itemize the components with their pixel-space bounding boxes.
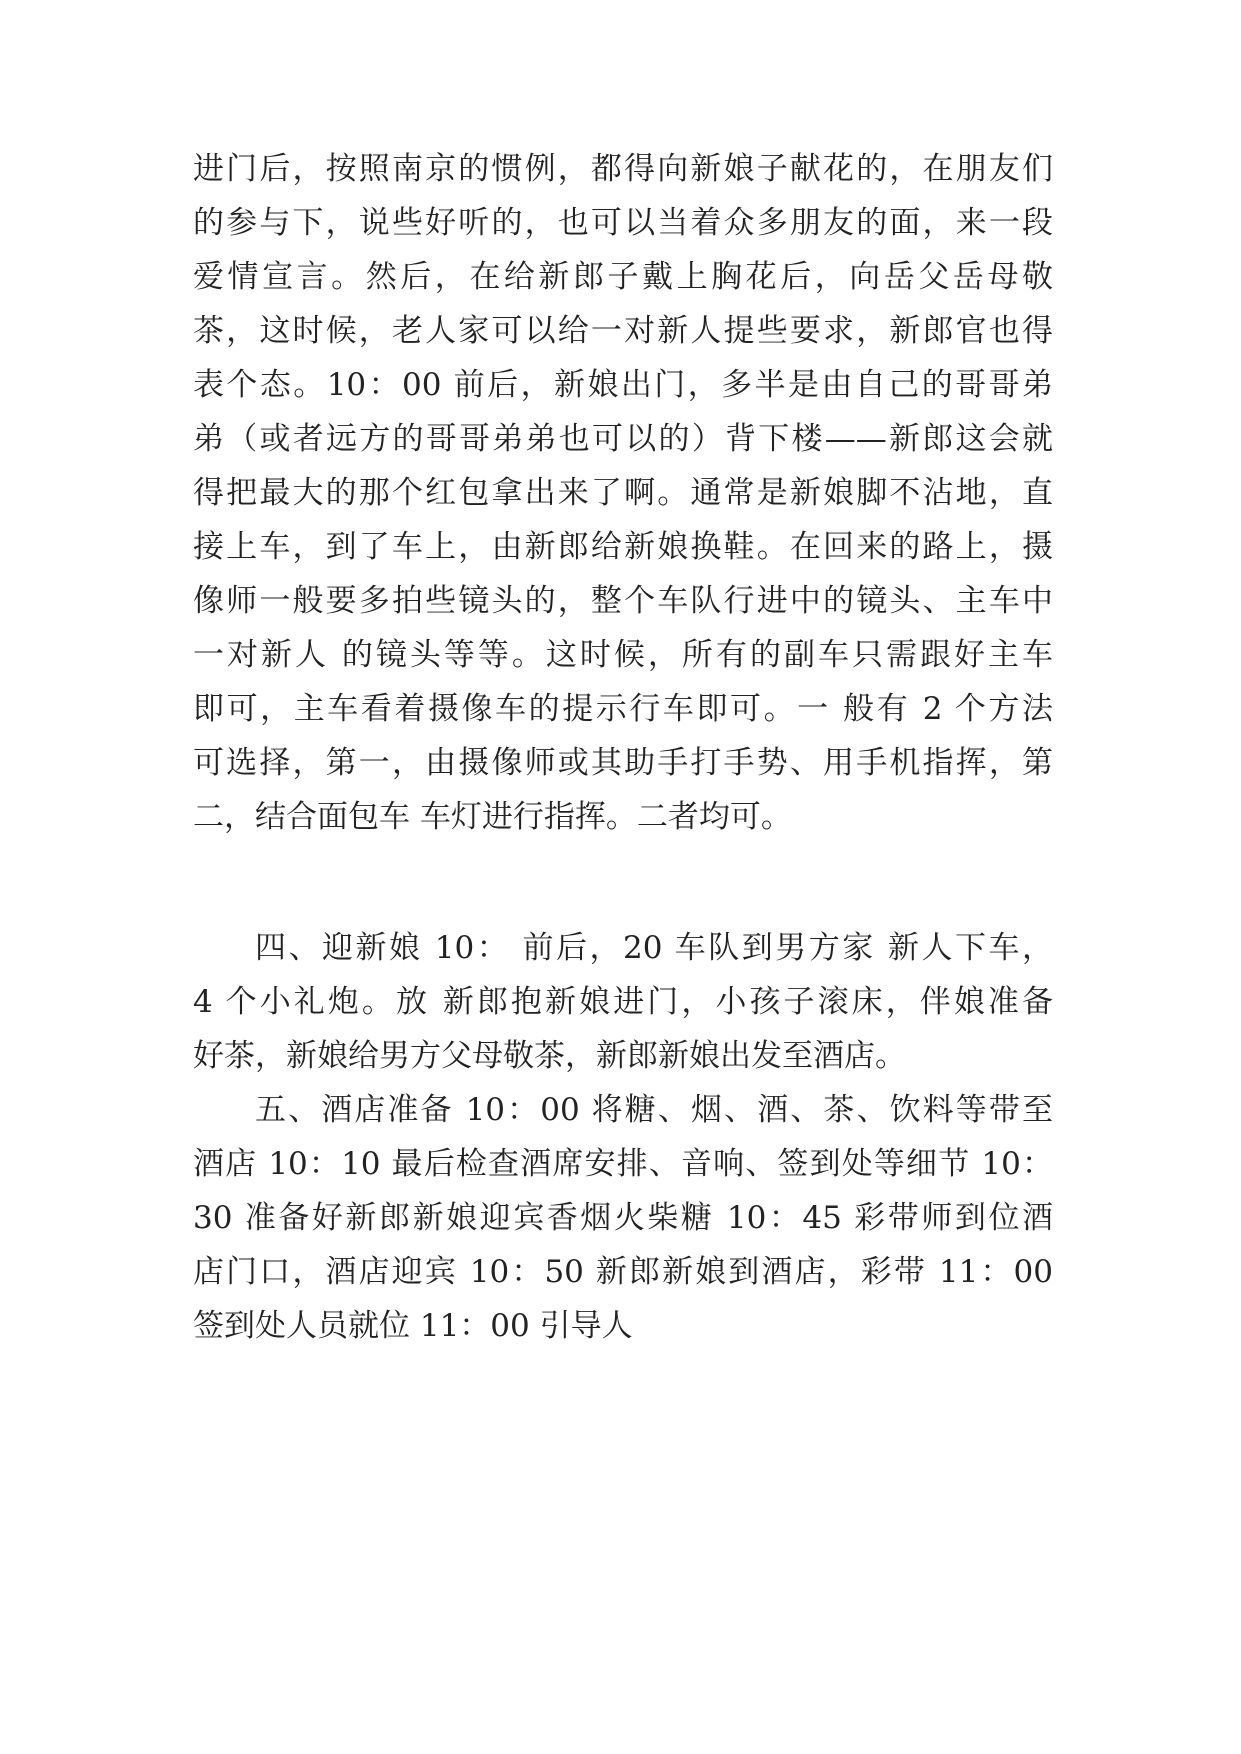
text-line: 爱情宣言。然后，在给新郎子戴上胸花后，向岳父岳母敬 [193, 259, 1053, 295]
text-line: 像师一般要多拍些镜头的，整个车队行进中的镜头、主车中 [193, 583, 1053, 619]
text-line: 即可，主车看着摄像车的提示行车即可。一 般有 2 个方法 [193, 691, 1053, 727]
text-line: 弟（或者远方的哥哥弟弟也可以的）背下楼——新郎这会就 [193, 421, 1053, 457]
text-line: 接上车，到了车上，由新郎给新娘换鞋。在回来的路上，摄 [193, 529, 1053, 565]
text-line: 店门口，酒店迎宾 10：50 新郎新娘到酒店，彩带 11：00 [193, 1254, 1053, 1290]
text-line: 4 个小礼炮。放 新郎抱新娘进门，小孩子滚床，伴娘准备 [193, 984, 1053, 1020]
text-line: 好茶，新娘给男方父母敬茶，新郎新娘出发至酒店。 [193, 1038, 906, 1074]
text-line: 进门后，按照南京的惯例，都得向新娘子献花的，在朋友们 [193, 151, 1053, 187]
text-line: 酒店 10：10 最后检查酒席安排、音响、签到处等细节 10： [193, 1146, 1053, 1182]
text-line: 得把最大的那个红包拿出来了啊。通常是新娘脚不沾地，直 [193, 475, 1053, 511]
text-line: 签到处人员就位 11：00 引导人 [193, 1308, 633, 1344]
text-line: 30 准备好新郎新娘迎宾香烟火柴糖 10：45 彩带师到位酒 [193, 1200, 1053, 1236]
text-line: 一对新人 的镜头等等。这时候，所有的副车只需跟好主车 [193, 637, 1053, 673]
text-line: 的参与下，说些好听的，也可以当着众多朋友的面，来一段 [193, 205, 1053, 241]
text-line: 茶，这时候，老人家可以给一对新人提些要求，新郎官也得 [193, 313, 1053, 349]
text-line: 五、酒店准备 10：00 将糖、烟、酒、茶、饮料等带至 [255, 1092, 1053, 1128]
text-line: 可选择，第一，由摄像师或其助手打手势、用手机指挥，第 [193, 745, 1053, 781]
text-line: 四、迎新娘 10： 前后，20 车队到男方家 新人下车， [255, 930, 1053, 966]
text-line: 二，结合面包车 车灯进行指挥。二者均可。 [193, 799, 792, 835]
text-line: 表个态。10：00 前后，新娘出门，多半是由自己的哥哥弟 [193, 367, 1053, 403]
